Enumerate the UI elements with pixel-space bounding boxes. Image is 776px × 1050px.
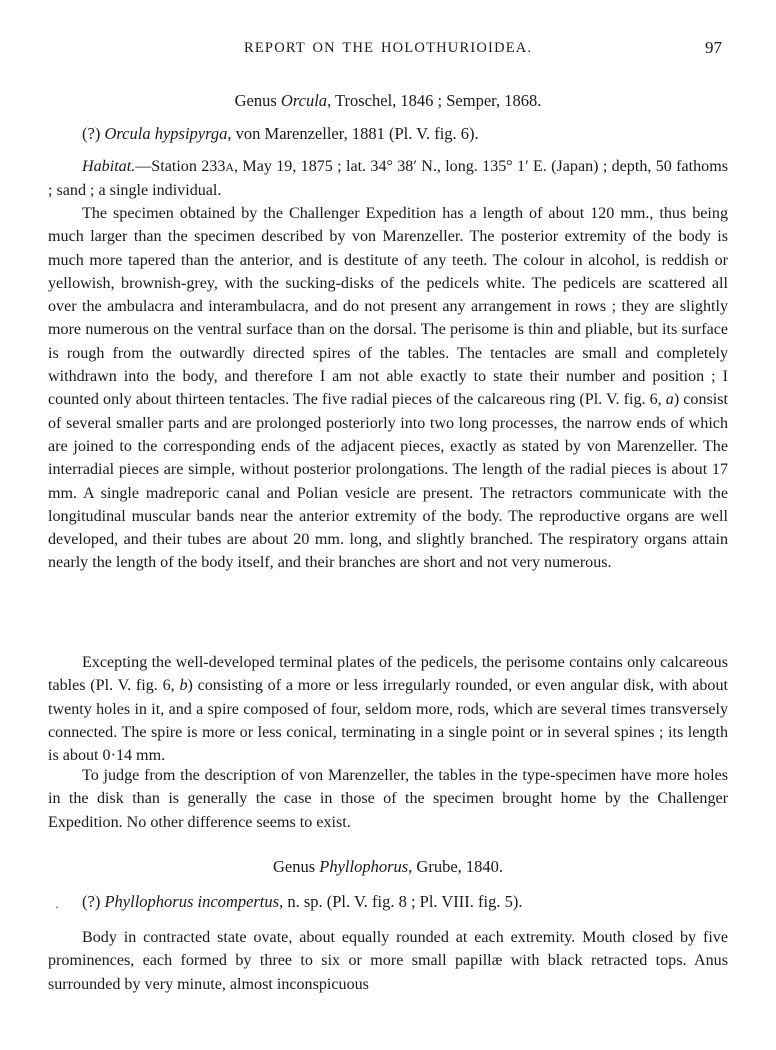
species-name: Phyllophorus incompertus xyxy=(104,892,280,911)
species-query-mark: (?) xyxy=(82,124,105,143)
calcareous-paragraph xyxy=(48,651,728,767)
habitat-details: , May 19, 1875 ; lat. 34° 38′ N., long. 135° 1′ E. (Japan) ; depth, 50 fathoms ; sand ; a single individual. xyxy=(48,158,728,200)
description-text-a: The specimen obtained by the Challenger Expedition has a length of about 120 mm., thus being much larger than the specimen described by von Marenzeller. The posterior extremity of the body is much more tapered than the anterior, and is destitute of any teeth. The colour in alcohol, is reddish or yellowish, brownish-grey, with the sucking-disks of the pedicels white. The pedicels are scattered all over the ambulacra and interambulacra, and do not present any arrangement in rows ; they are slightly more numerous on the ventral surface than on the dorsal. The perisome is thin and pliable, but its surface is rough from the outwardly directed spires of the tables. The tentacles are small and completely withdrawn into the body, and therefore I am not able exactly to state their number and position ; I counted only about thirteen tentacles. The five radial pieces of the calcareous ring (Pl. V. fig. 6, xyxy=(48,205,728,409)
phyllophorus-description-paragraph: Body in contracted state ovate, about equally rounded at each extremity. Mouth closed by five prominences, each formed by three to six or more small papillæ with black retracted tops. Anus surrounded by very minute, almost inconspicuous xyxy=(48,929,728,993)
figure-ref-a: a xyxy=(665,391,674,409)
species-name: Orcula hypsipyrga xyxy=(104,124,228,143)
habitat-station-suffix: A xyxy=(225,160,235,174)
description-paragraph xyxy=(48,202,728,575)
genus-authority: , Troschel, 1846 ; Semper, 1868. xyxy=(327,91,542,110)
genus-prefix: Genus xyxy=(234,91,281,110)
species-heading-phyllophorus-incompertus xyxy=(82,892,522,912)
habitat-label: Habitat. xyxy=(82,158,136,175)
comparison-paragraph: To judge from the description of von Marenzeller, the tables in the type-specimen have more holes in the disk than is generally the case in those of the specimen brought home by the Challenger Expedition. No other difference seems to exist. xyxy=(48,767,728,831)
genus-prefix: Genus xyxy=(272,857,320,876)
running-head xyxy=(0,36,776,60)
species-authority: , n. sp. (Pl. V. fig. 8 ; Pl. VIII. fig. 5). xyxy=(279,892,523,911)
habitat-paragraph xyxy=(48,155,728,203)
genus-name: Orcula xyxy=(280,91,328,110)
running-title: REPORT ON THE HOLOTHURIOIDEA. xyxy=(244,40,533,56)
figure-ref-b: b xyxy=(179,677,188,695)
species-authority: , von Marenzeller, 1881 (Pl. V. fig. 6). xyxy=(227,124,479,143)
genus-heading-orcula xyxy=(0,91,776,111)
genus-heading-phyllophorus xyxy=(0,857,776,877)
calcareous-text-a: Excepting the well-developed terminal plates of the pedicels, the perisome contains only calcareous tables (Pl. V. fig. 6, xyxy=(48,654,728,695)
genus-name: Phyllophorus xyxy=(319,857,409,876)
species-heading-orcula-hypsipyrga xyxy=(82,124,479,144)
page-number: 97 xyxy=(705,38,722,57)
calcareous-text-b: ) consisting of a more or less irregularly rounded, or even angular disk, with about twenty holes in it, and a spire composed of four, seldom more, rods, which are several times transversely connected. The spire is more or less conical, terminating in a single point or in several spines ; its length is about 0·14 mm. xyxy=(48,677,728,765)
species-query-mark: (?) xyxy=(82,892,105,911)
habitat-station: —Station 233 xyxy=(135,158,226,175)
stray-mark: · xyxy=(55,900,59,914)
genus-authority: , Grube, 1840. xyxy=(408,857,504,876)
description-text-b: ) consist of several smaller parts and are prolonged posteriorly into two long processes, the narrow ends of which are joined to the corresponding ends of the adjacent pieces, exactly as stated by von Marenzeller. The interradial pieces are simple, without posterior prolongations. The length of the radial pieces is about 17 mm. A single madreporic canal and Polian vesicle are present. The retractors communicate with the longitudinal muscular bands near the anterior extremity of the body. The reproductive organs are well developed, and their tubes are about 20 mm. long, and slightly branched. The respiratory organs attain nearly the length of the body itself, and their branches are short and not very numerous. xyxy=(48,391,728,572)
